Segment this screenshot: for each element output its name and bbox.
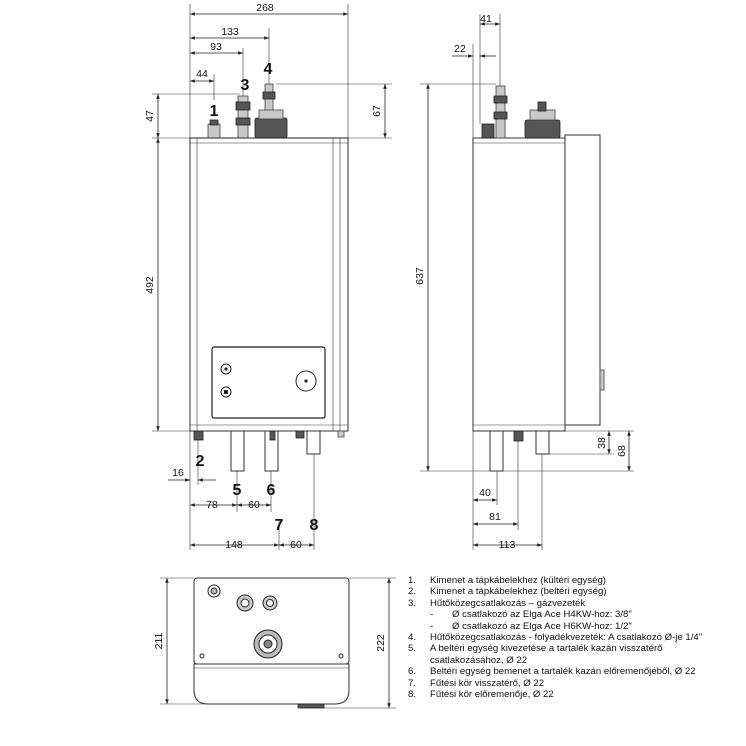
dim-492: 492 [144,276,156,294]
dim-148: 148 [225,539,243,551]
side-cover [565,135,600,425]
pipe-5 [231,431,244,471]
callout-2: 2 [195,453,205,470]
dim-637: 637 [414,267,426,285]
dim-211: 211 [153,632,165,650]
side-pipe-front [490,431,503,471]
dim-22: 22 [454,43,466,55]
callout-6: 6 [266,482,276,499]
side-body [473,138,565,431]
side-pipe-mid [514,431,523,441]
callout-3: 3 [240,77,250,94]
dim-16: 16 [172,467,184,479]
dim-41: 41 [480,13,492,25]
dim-133: 133 [221,26,239,38]
bottom-view-front-cover [194,664,349,704]
dim-60-a: 60 [248,499,260,511]
dim-47: 47 [144,110,156,122]
legend-item-6: 6. Beltéri egység bemenet a tartalék kazán előremenőjéből, Ø 22 [408,666,696,678]
dim-222: 222 [375,634,387,652]
connector-2 [194,431,203,440]
callout-5: 5 [232,482,242,499]
callout-8: 8 [309,517,319,534]
legend [408,575,738,700]
dim-38: 38 [596,437,608,449]
legend-item-2: 2. Kimenet a tápkábelekhez (beltéri egység) [408,586,607,598]
dim-81: 81 [489,511,501,523]
callout-4: 4 [263,61,273,78]
legend-item-1: 1. Kimenet a tápkábelekhez (kültéri egység) [408,575,606,586]
legend-item-4: 4. Hűtőközegcsatlakozás - folyadékvezeték: A csatlakozó Ø-je 1/4" [408,632,703,644]
legend-subitem-1: - Ø csatlakozó az Elga Ace H4KW-hoz: 3/8" [430,609,632,621]
side-coupling [525,120,560,138]
legend-item-5: 5. A beltéri egység kivezetése a tartalék kazán visszatérő csatlakozásához, Ø 22 [408,643,663,666]
pipe-8 [307,431,320,454]
dim-40: 40 [479,487,491,499]
side-connector-1 [482,124,494,138]
side-view [414,13,634,551]
front-view [144,2,392,551]
dim-60-b: 60 [290,539,302,551]
legend-item-7: 7. Fűtési kör visszatérő, Ø 22 [408,677,545,689]
dim-78: 78 [206,499,218,511]
dim-268: 268 [256,2,274,14]
bottom-view [153,578,396,708]
legend-subitem-2: - Ø csatlakozó az Elga Ace H6KW-hoz: 1/2" [430,620,632,632]
dim-68: 68 [616,445,628,457]
callout-7: 7 [274,517,284,534]
top-coupling [255,118,287,138]
legend-item-8: 8. Fűtési kör előremenője, Ø 22 [408,689,554,701]
dim-113: 113 [498,539,516,551]
dim-67: 67 [371,105,383,117]
dim-44: 44 [196,68,208,80]
side-pipe-back [536,431,549,454]
callout-1: 1 [209,103,219,120]
legend-item-3: 3. Hűtőközegcsatlakozás – gázvezeték - Ø csatlakozó az Elga Ace H4KW-hoz: 3/8" - Ø csatlakozó az Elga Ace H6KW-hoz: 1/2" [408,598,738,632]
connector-1 [208,124,220,138]
dim-93: 93 [210,41,222,53]
